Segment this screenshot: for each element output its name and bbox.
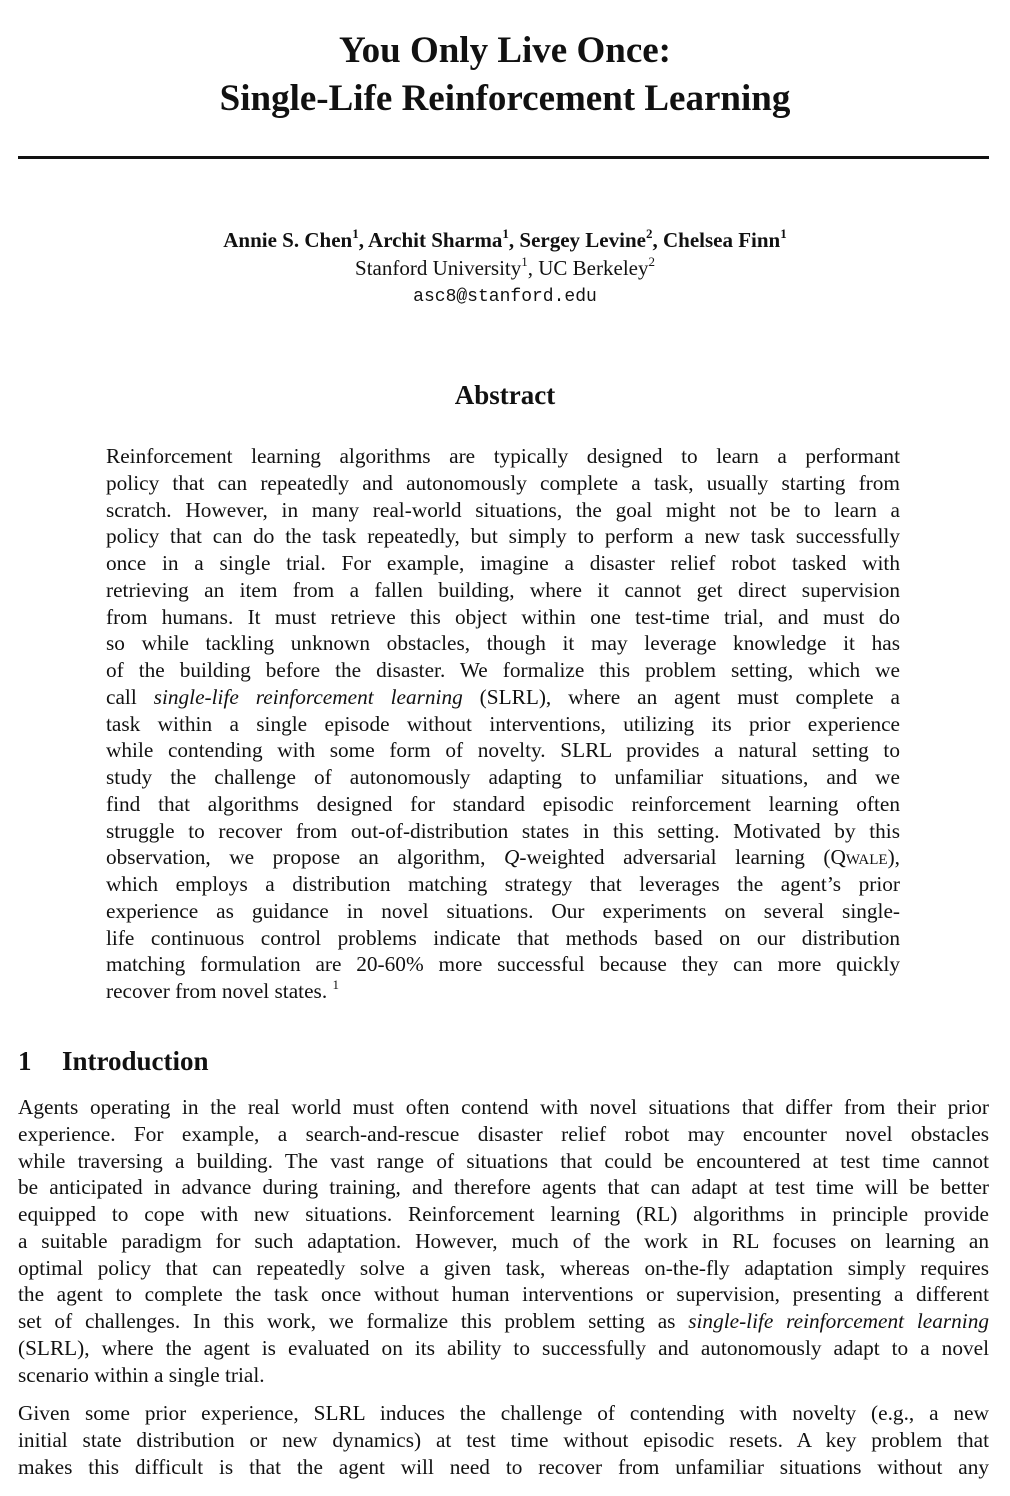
text-line: Given some prior experience, SLRL induces the challenge of contending with novelty (e.g., a new [18, 1401, 989, 1425]
text-line: be anticipated in advance during training, and therefore agents that can adapt at test time will be better [18, 1175, 989, 1200]
text-line [106, 978, 900, 1005]
text-line: experience as guidance in novel situations. Our experiments on several single- [106, 898, 900, 923]
text-line [106, 684, 900, 711]
contact-email[interactable]: asc8@stanford.edu [413, 287, 597, 307]
affiliation-mark: 2 [645, 226, 653, 241]
affiliation-mark: 1 [352, 226, 359, 241]
text-line: makes this difficult is that the agent will need to recover from unfamiliar situations without any [18, 1454, 989, 1479]
section-heading-introduction [18, 1044, 209, 1078]
text-line: while traversing a building. The vast range of situations that could be encountered at test time cannot [18, 1148, 989, 1173]
author-list [0, 226, 1010, 254]
affiliation-mark: 1 [502, 226, 509, 241]
text-line: Reinforcement learning algorithms are typically designed to learn a performant [106, 444, 900, 468]
footnote-mark: 1 [332, 978, 339, 992]
affiliation-separator: , [527, 256, 539, 280]
author-separator: , [358, 228, 369, 252]
section-number: 1 [18, 1046, 32, 1076]
paper-title-line-2: Single-Life Reinforcement Learning [219, 78, 791, 119]
affiliation-mark: 2 [648, 254, 655, 269]
text-line: scratch. However, in many real-world situations, the goal might not be to learn a [106, 497, 900, 522]
text-line: from humans. It must retrieve this object within one test-time trial, and must do [106, 604, 900, 629]
author-name: Annie S. Chen [223, 228, 353, 252]
text-line: initial state distribution or new dynamics) at test time without episodic resets. A key problem that [18, 1427, 989, 1452]
abstract-heading: Abstract [454, 380, 556, 410]
author-separator: , [508, 228, 520, 252]
text-line: study the challenge of autonomously adapting to unfamiliar situations, and we [106, 765, 900, 789]
text-line [106, 844, 900, 871]
title-divider [18, 156, 989, 159]
affiliations [0, 254, 1010, 282]
author-name: Chelsea Finn [662, 228, 781, 252]
affiliation-name: UC Berkeley [538, 256, 649, 280]
text-line: so while tackling unknown obstacles, though it may leverage knowledge it has [106, 631, 900, 656]
text-line: (SLRL), where the agent is evaluated on its ability to successfully and autonomously adapt to a novel [18, 1335, 989, 1360]
author-name: Archit Sharma [368, 228, 503, 252]
emphasized-text: single-life reinforcement learning [688, 1309, 989, 1333]
text-run: ), [887, 845, 900, 870]
method-name: Qwale [830, 845, 888, 870]
author-separator: , [652, 228, 663, 252]
affiliation-name: Stanford University [355, 256, 522, 280]
affiliation-mark: 1 [780, 226, 787, 241]
text-line: struggle to recover from out-of-distribution states in this setting. Motivated by this [106, 818, 900, 843]
text-line: equipped to cope with new situations. Reinforcement learning (RL) algorithms in principle provide [18, 1202, 989, 1226]
text-line: policy that can repeatedly and autonomously complete a task, usually starting from [106, 470, 900, 495]
text-run: -weighted adversarial learning ( [519, 845, 831, 870]
text-line: task within a single episode without interventions, utilizing its prior experience [106, 711, 900, 736]
text-run: (SLRL), where an agent must complete a [462, 684, 900, 709]
introduction-paragraph-1 [18, 1094, 989, 1388]
emphasized-text: Q [504, 845, 520, 870]
affiliation-mark: 1 [521, 254, 528, 269]
text-line: the agent to complete the task once without human interventions or supervision, presenting a different [18, 1282, 989, 1307]
text-line: optimal policy that can repeatedly solve a given task, whereas on-the-fly adaptation simply requires [18, 1255, 989, 1280]
text-line: experience. For example, a search-and-rescue disaster relief robot may encounter novel obstacles [18, 1121, 989, 1146]
text-run: recover from novel states. [106, 979, 333, 1003]
text-line: Agents operating in the real world must often contend with novel situations that differ from their prior [18, 1095, 989, 1119]
section-title: Introduction [62, 1046, 209, 1076]
emphasized-text: single-life reinforcement learning [153, 684, 463, 709]
abstract-body [106, 443, 900, 1005]
text-line: life continuous control problems indicate that methods based on our distribution [106, 925, 900, 950]
text-line: policy that can do the task repeatedly, but simply to perform a new task successfully [106, 524, 900, 549]
text-run: set of challenges. In this work, we formalize this problem setting as [18, 1309, 689, 1333]
text-line: while contending with some form of novelty. SLRL provides a natural setting to [106, 738, 900, 763]
paper-title-line-1: You Only Live Once: [339, 30, 671, 71]
introduction-paragraph-2 [18, 1400, 989, 1480]
text-line: once in a single trial. For example, imagine a disaster relief robot tasked with [106, 551, 900, 575]
text-run: call [106, 684, 154, 709]
text-line: find that algorithms designed for standard episodic reinforcement learning often [106, 791, 900, 816]
text-line: a suitable paradigm for such adaptation. However, much of the work in RL focuses on learning an [18, 1228, 989, 1253]
text-line [18, 1308, 989, 1335]
text-line: scenario within a single trial. [18, 1362, 265, 1387]
author-name: Sergey Levine [519, 228, 646, 252]
text-line: matching formulation are 20-60% more successful because they can more quickly [106, 952, 900, 977]
text-line: which employs a distribution matching strategy that leverages the agent’s prior [106, 872, 900, 896]
text-line: retrieving an item from a fallen building, where it cannot get direct supervision [106, 577, 900, 602]
text-run: observation, we propose an algorithm, [106, 845, 504, 870]
text-line: of the building before the disaster. We formalize this problem setting, which we [106, 658, 900, 682]
